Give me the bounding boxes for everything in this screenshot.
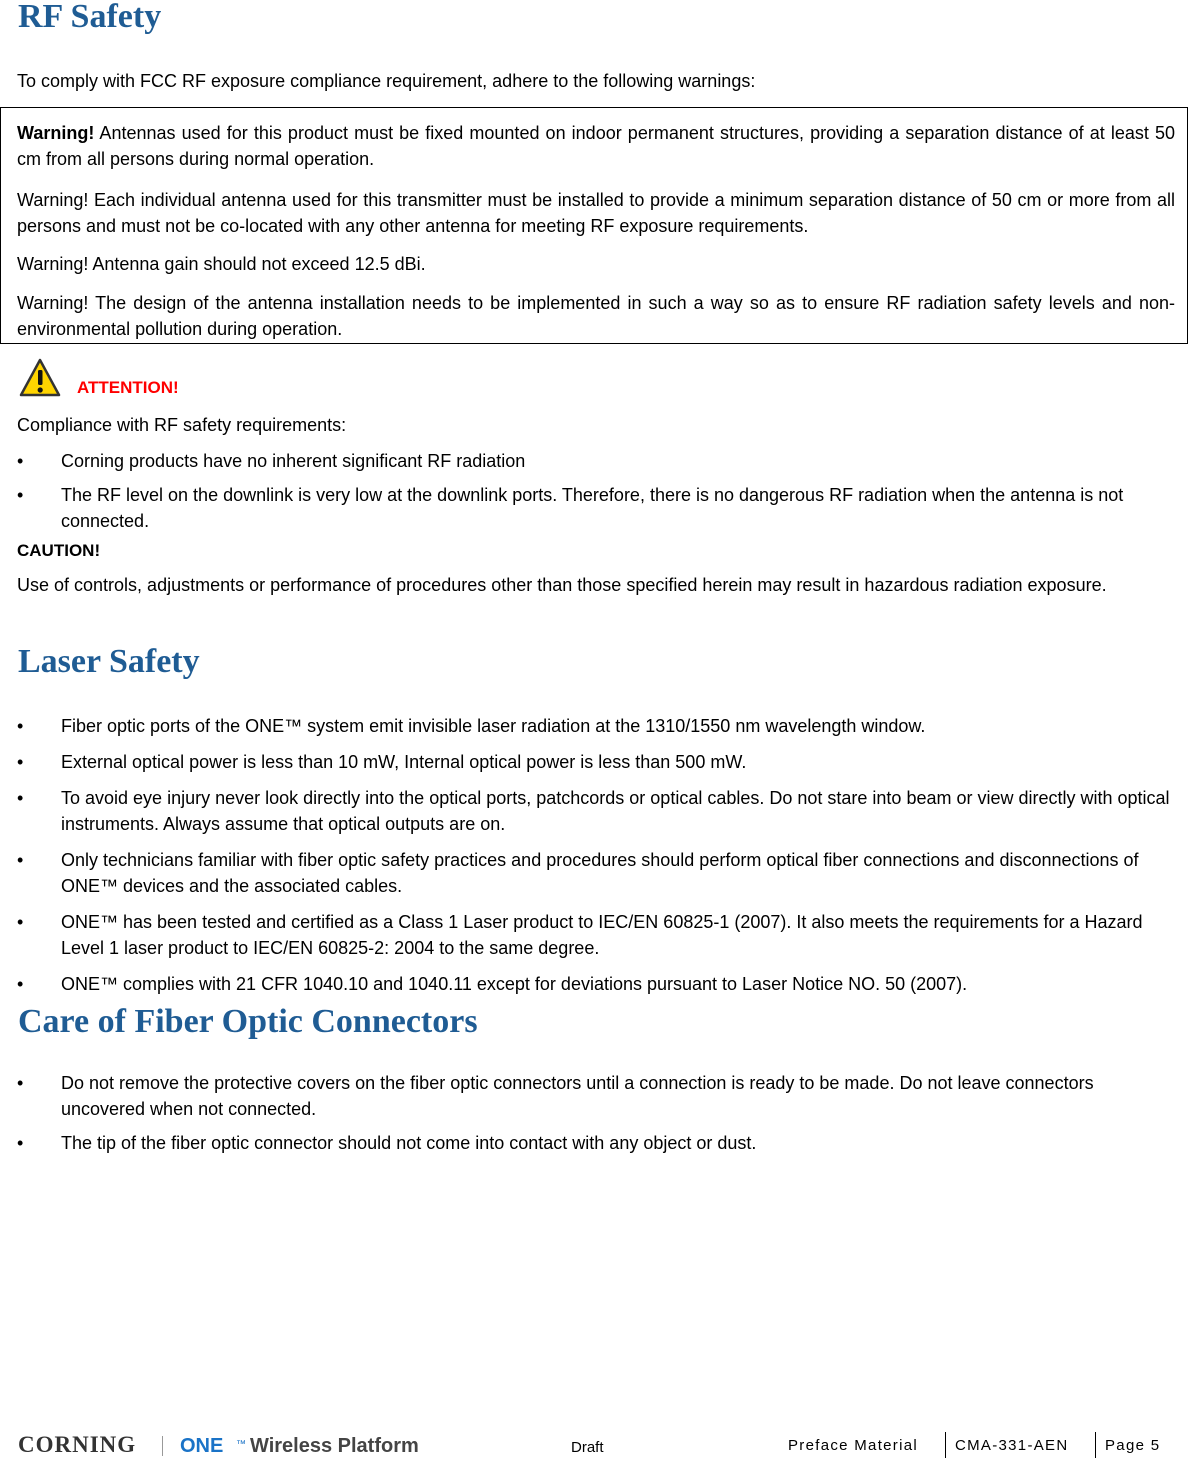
footer-doc-id: CMA-331-AEN	[955, 1437, 1069, 1454]
footer-divider	[945, 1432, 946, 1458]
bullet: •	[17, 788, 24, 808]
footer-section: Preface Material	[788, 1437, 919, 1454]
fiber-care-list	[17, 1070, 1177, 1156]
rf-safety-heading: RF Safety	[18, 0, 162, 35]
bullet: •	[17, 1133, 24, 1153]
bullet: •	[17, 974, 24, 994]
footer-page-number: Page 5	[1105, 1437, 1161, 1454]
bullet: •	[17, 1073, 24, 1093]
bullet: •	[17, 451, 24, 471]
warning-1-label: Warning!	[17, 123, 95, 143]
bullet: •	[17, 850, 24, 870]
caution-text: Use of controls, adjustments or performance of procedures other than those specified herein may result in hazardous radiation exposure.	[17, 575, 1107, 595]
compliance-heading: Compliance with RF safety requirements:	[17, 415, 347, 435]
bullet: •	[17, 485, 24, 505]
warning-1	[17, 120, 1175, 172]
laser-safety-heading: Laser Safety	[18, 643, 200, 680]
list-item: • Fiber optic ports of the ONE™ system emit invisible laser radiation at the 1310/1550 nm wavelength window.	[17, 713, 1177, 739]
footer-divider	[1095, 1432, 1096, 1458]
rf-intro-text: To comply with FCC RF exposure compliance requirement, adhere to the following warnings:	[17, 71, 756, 91]
warning-1-text: Antennas used for this product must be fixed mounted on indoor permanent structures, providing a separation distance of at least 50 cm from all persons during normal operation.	[17, 123, 1175, 169]
logo-divider	[162, 1436, 163, 1456]
list-item: • Do not remove the protective covers on the fiber optic connectors until a connection is ready to be made. Do not leave connectors uncovered when not connected.	[17, 1070, 1177, 1122]
bullet: •	[17, 752, 24, 772]
page-footer	[0, 1430, 1190, 1460]
warnings-box	[0, 107, 1188, 344]
corning-logo: CORNING	[18, 1432, 137, 1457]
list-item: • Only technicians familiar with fiber optic safety practices and procedures should perform optical fiber connections and disconnections of ONE™ devices and the associated cables.	[17, 847, 1177, 899]
list-item: • ONE™ has been tested and certified as a Class 1 Laser product to IEC/EN 60825-1 (2007). It also meets the requirements for a Hazard Level 1 laser product to IEC/EN 60825-2: 2004 to the same degree.	[17, 909, 1177, 961]
list-item: • To avoid eye injury never look directly into the optical ports, patchcords or optical cables. Do not stare into beam or view directly with optical instruments. Always assume that optical outputs are on.	[17, 785, 1177, 837]
warning-2: Warning! Each individual antenna used for this transmitter must be installed to provide a minimum separation distance of 50 cm or more from all persons and must not be co-located with any other antenna for meeting RF exposure requirements.	[17, 190, 1175, 236]
draft-label: Draft	[571, 1439, 604, 1456]
laser-safety-list	[17, 713, 1177, 997]
bullet: •	[17, 912, 24, 932]
fiber-care-heading: Care of Fiber Optic Connectors	[18, 1003, 478, 1040]
compliance-list	[17, 448, 1177, 534]
list-item: • The tip of the fiber optic connector should not come into contact with any object or dust.	[17, 1130, 1177, 1156]
trademark-mark: ™	[236, 1439, 246, 1450]
wireless-platform-logo: Wireless Platform	[250, 1435, 419, 1457]
warning-3: Warning! Antenna gain should not exceed 12.5 dBi.	[17, 254, 426, 274]
list-item: • Corning products have no inherent significant RF radiation	[17, 448, 1177, 474]
warning-triangle-icon	[19, 357, 61, 399]
caution-label: CAUTION!	[17, 541, 101, 560]
warning-4: Warning! The design of the antenna installation needs to be implemented in such a way so as to ensure RF radiation safety levels and non-environmental pollution during operation.	[17, 293, 1175, 339]
attention-label: ATTENTION!	[77, 378, 179, 397]
list-item: • External optical power is less than 10 mW, Internal optical power is less than 500 mW.	[17, 749, 1177, 775]
list-item: • The RF level on the downlink is very low at the downlink ports. Therefore, there is no dangerous RF radiation when the antenna is not connected.	[17, 482, 1177, 534]
one-logo: ONE	[180, 1435, 224, 1457]
bullet: •	[17, 716, 24, 736]
list-item: • ONE™ complies with 21 CFR 1040.10 and 1040.11 except for deviations pursuant to Laser Notice NO. 50 (2007).	[17, 971, 1177, 997]
